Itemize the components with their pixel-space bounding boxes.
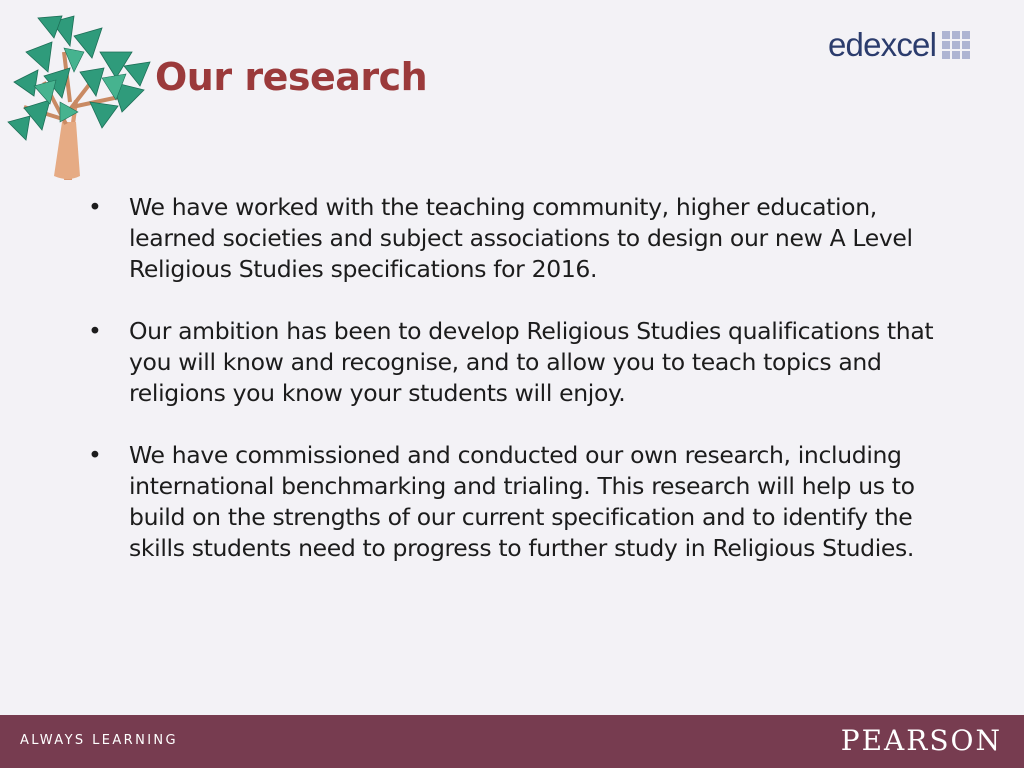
footer-bar <box>0 715 1024 768</box>
bullet-text: We have commissioned and conducted our own research, including international benchmarking and trialing. This research will help us to build on the strengths of our current specification and to identify the skills students need to progress to further study in Religious Studies. <box>129 441 915 562</box>
bullet-text: Our ambition has been to develop Religious Studies qualifications that you will know and recognise, and to allow you to teach topics and religions you know your students will enjoy. <box>129 317 934 407</box>
edexcel-logo-grid-icon <box>942 31 970 59</box>
bullet-marker: • <box>88 193 102 221</box>
bullet-text: We have worked with the teaching community, higher education, learned societies and subject associations to design our new A Level Religious Studies specifications for 2016. <box>129 193 913 283</box>
footer-tagline: ALWAYS LEARNING <box>20 733 179 748</box>
bullet-item <box>88 316 948 409</box>
bullet-item <box>88 192 948 285</box>
page-title: Our research <box>155 55 428 99</box>
bullet-item <box>88 440 948 564</box>
bullet-marker: • <box>88 317 102 345</box>
logo-text: edexcel <box>828 26 937 63</box>
bullet-marker: • <box>88 441 102 469</box>
pearson-logo: PEARSON <box>840 724 1002 757</box>
tree-illustration <box>4 12 154 180</box>
bullet-list <box>88 192 948 595</box>
edexcel-logo <box>828 26 970 64</box>
